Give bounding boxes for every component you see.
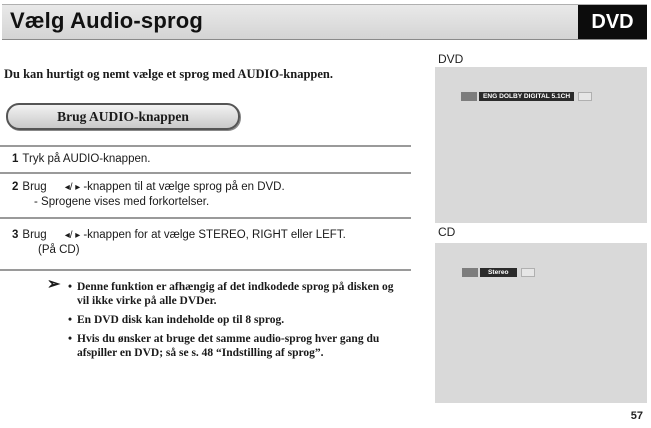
step-1 (12, 152, 150, 167)
note-item: • Hvis du ønsker at bruge det samme audio-sprog hver gang du afspiller en DVD; så se s. 48 “Indstilling af sprog”. (68, 332, 408, 360)
step-subtext: (På CD) (38, 244, 80, 256)
step-number: 2 (12, 181, 19, 193)
divider (0, 217, 411, 219)
step-text-after: -knappen for at vælge STEREO, RIGHT eller LEFT. (83, 229, 346, 241)
osd-end-icon (578, 92, 592, 101)
divider (0, 172, 411, 174)
left-right-arrows-icon: ◂/ ▸ (64, 230, 81, 241)
section-heading-pill: Brug AUDIO-knappen (6, 103, 240, 130)
osd-end-icon (521, 268, 535, 277)
divider (0, 145, 411, 147)
step-text-after: -knappen til at vælge sprog på en DVD. (83, 181, 285, 193)
step-number: 1 (12, 153, 19, 165)
disc-icon (461, 92, 477, 101)
intro-text: Du kan hurtigt og nemt vælge et sprog med AUDIO-knappen. (4, 67, 333, 81)
step-2 (12, 180, 285, 210)
dvd-osd-bar (461, 92, 592, 101)
notes-list (47, 276, 408, 360)
osd-audio-text: Stereo (480, 268, 517, 277)
divider (0, 269, 411, 271)
step-number: 3 (12, 229, 19, 241)
cd-panel-label: CD (438, 225, 456, 239)
dvd-panel-label: DVD (438, 52, 464, 66)
left-right-arrows-icon: ◂/ ▸ (64, 182, 81, 193)
disc-icon (462, 268, 478, 277)
cd-osd-bar (462, 268, 535, 277)
note-item: • En DVD disk kan indeholde op til 8 sprog. (68, 313, 408, 327)
step-3 (12, 228, 346, 258)
dvd-badge: DVD (578, 5, 647, 39)
page-number: 57 (630, 410, 643, 422)
step-text-before: Brug (22, 229, 47, 241)
dvd-screen-preview (435, 67, 647, 223)
note-item: • Denne funktion er afhængig af det indkodede sprog på disken og vil ikke virke på alle DVDer. (68, 280, 408, 308)
step-text-before: Brug (22, 181, 47, 193)
osd-audio-text: ENG DOLBY DIGITAL 5.1CH (479, 92, 574, 101)
notes-block (47, 276, 408, 365)
step-text: Tryk på AUDIO-knappen. (22, 153, 151, 165)
pointer-arrow-icon: ➢ (47, 276, 61, 293)
step-subtext: - Sprogene vises med forkortelser. (34, 196, 210, 208)
header-bar (2, 4, 647, 40)
page-title: Vælg Audio-sprog (10, 8, 204, 33)
cd-screen-preview (435, 243, 647, 403)
